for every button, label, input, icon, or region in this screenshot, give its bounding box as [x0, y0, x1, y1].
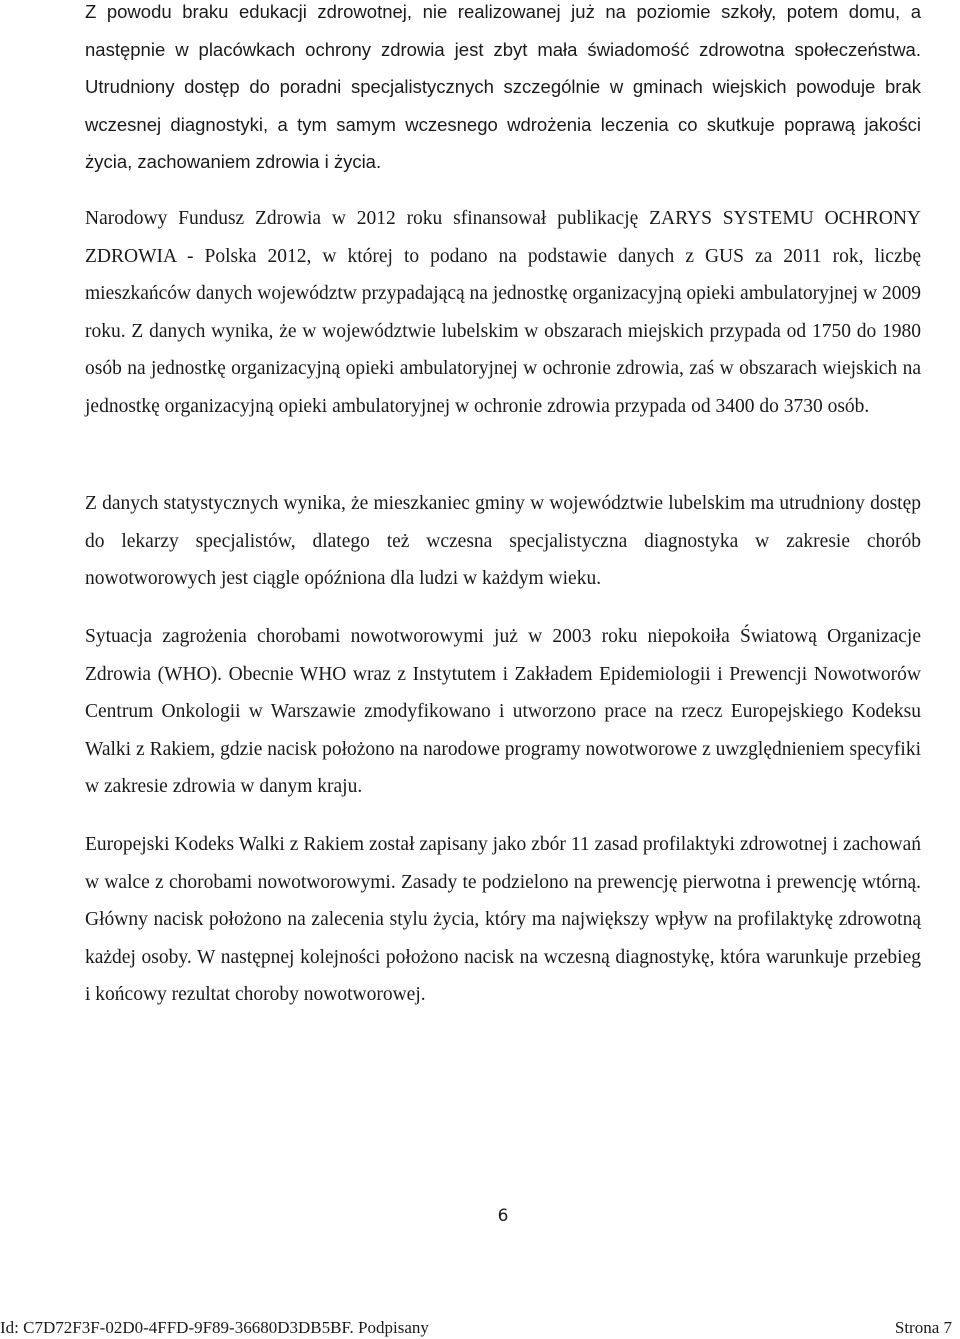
paragraph-health-education: Z powodu braku edukacji zdrowotnej, nie realizowanej już na poziomie szkoły, potem domu, a następnie w placówkach ochrony zdrowia jest zbyt mała świadomość zdrowotna społeczeństwa. Utrudniony dostęp do poradni specjalistycznych szczególnie w gminach wiejskich powoduje brak wczesnej diagnostyki, a tym samym wczesnego wdrożenia leczenia co skutkuje poprawą jakości życia, zachowaniem zdrowia i życia. [85, 1, 921, 173]
paragraph-nfz-publication: Narodowy Fundusz Zdrowia w 2012 roku sfinansował publikację ZARYS SYSTEMU OCHRONY ZDROWIA - Polska 2012, w której to podano na podstawie danych z GUS za 2011 rok, liczbę mieszkańców danych województw przypadającą na jednostkę organizacyjną opieki ambulatoryjnej w 2009 roku. Z danych wynika, że w województwie lubelskim w obszarach miejskich przypada od 1750 do 1980 osób na jednostkę organizacyjną opieki ambulatoryjnej w ochronie zdrowia, zaś w obszarach wiejskich na jednostkę organizacyjną opieki ambulatoryjnej w ochronie zdrowia przypada od 3400 do 3730 osób. [85, 208, 921, 417]
footer-document-id: Id: C7D72F3F-02D0-4FFD-9F89-36680D3DB5BF. Podpisany [0, 1318, 429, 1337]
footer-page-label: Strona 7 [894, 1318, 952, 1337]
paragraph-who-situation: Sytuacja zagrożenia chorobami nowotworowymi już w 2003 roku niepokoiła Światową Organizacje Zdrowia (WHO). Obecnie WHO wraz z Instytutem i Zakładem Epidemiologii i Prewencji Nowotworów Centrum Onkologii w Warszawie zmodyfikowano i utworzono prace na rzecz Europejskiego Kodeksu Walki z Rakiem, gdzie nacisk położono na narodowe programy nowotworowe z uwzględnieniem specyfiki w zakresie zdrowia w danym kraju. [85, 626, 921, 798]
page-number: 6 [497, 1206, 509, 1226]
paragraph-statistical-data: Z danych statystycznych wynika, że mieszkaniec gminy w województwie lubelskim ma utrudniony dostęp do lekarzy specjalistów, dlatego też wczesna specjalistyczna diagnostyka w zakresie chorób nowotworowych jest ciągle opóźniona dla ludzi w każdym wieku. [85, 493, 921, 590]
paragraph-european-code: Europejski Kodeks Walki z Rakiem został zapisany jako zbór 11 zasad profilaktyki zdrowotnej i zachowań w walce z chorobami nowotworowymi. Zasady te podzielono na prewencję pierwotna i prewencję wtórną. Główny nacisk położono na zalecenia stylu życia, który ma największy wpływ na profilaktykę zdrowotną każdej osoby. W następnej kolejności położono nacisk na wczesną diagnostykę, która warunkuje przebieg i końcowy rezultat choroby nowotworowej. [85, 834, 921, 1006]
